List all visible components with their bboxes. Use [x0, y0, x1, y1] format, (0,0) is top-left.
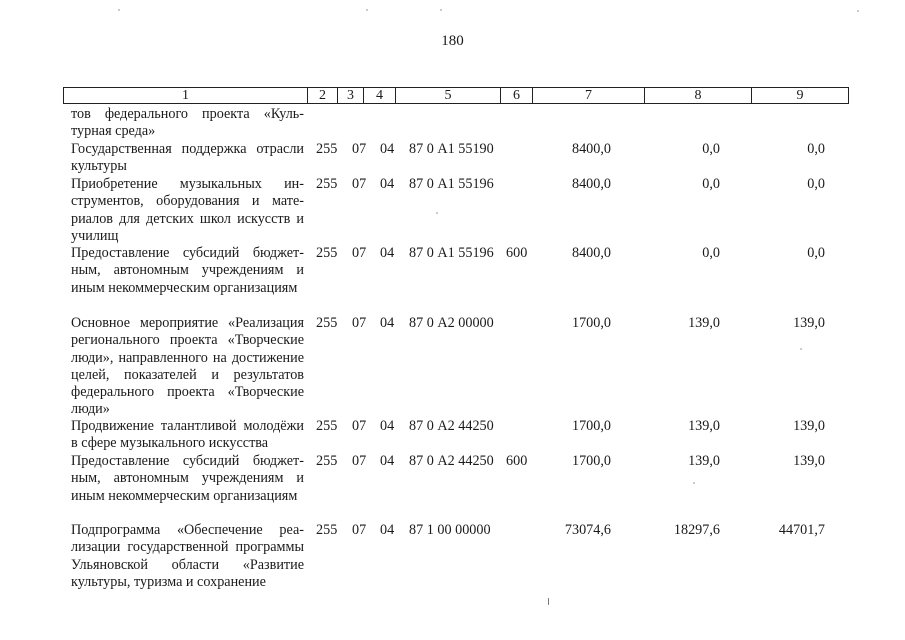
row-amount-col9: 139,0	[793, 453, 825, 469]
header-col-8: 8	[644, 88, 751, 103]
scan-speck	[118, 9, 120, 11]
row-target-code: 87 0 А1 55190	[409, 141, 494, 157]
row-amount-col8: 0,0	[702, 141, 720, 157]
row-amount-col8: 18297,6	[673, 522, 720, 538]
row-amount-col7: 1700,0	[571, 453, 611, 469]
row-amount-col7: 1700,0	[571, 418, 611, 434]
row-amount-col7: 8400,0	[571, 141, 611, 157]
row-name: Продвижение талантливой молодёжи в сфере музыкального искусства	[71, 418, 304, 452]
scan-speck	[857, 10, 859, 12]
row-amount-col9: 139,0	[793, 315, 825, 331]
row-name: Предоставление субсидий бюджетным, автономным учреждениям и иным некоммерческим организациям	[71, 453, 304, 504]
row-name: Подпрограмма «Обеспечение реализации государственной программы Ульяновской области «Развитие культуры, туризма и сохранение	[71, 522, 304, 590]
header-col-6: 6	[500, 88, 532, 103]
row-subsection-code: 04	[380, 522, 395, 538]
row-subsection-code: 04	[380, 141, 395, 157]
row-ministry-code: 255	[316, 245, 338, 261]
scan-mark	[548, 598, 549, 605]
row-amount-col7: 8400,0	[571, 176, 611, 192]
row-target-code: 87 0 А2 44250	[409, 418, 494, 434]
row-target-code: 87 0 А2 44250	[409, 453, 494, 469]
row-ministry-code: 255	[316, 418, 338, 434]
row-amount-col9: 0,0	[807, 176, 825, 192]
row-target-code: 87 0 А1 55196	[409, 245, 494, 261]
row-section-code: 07	[352, 176, 367, 192]
row-subsection-code: 04	[380, 176, 395, 192]
row-section-code: 07	[352, 141, 367, 157]
row-subsection-code: 04	[380, 315, 395, 331]
row-subsection-code: 04	[380, 453, 395, 469]
row-section-code: 07	[352, 245, 367, 261]
row-ministry-code: 255	[316, 315, 338, 331]
row-amount-col9: 0,0	[807, 141, 825, 157]
row-amount-col8: 139,0	[688, 418, 720, 434]
row-ministry-code: 255	[316, 176, 338, 192]
header-col-4: 4	[363, 88, 395, 103]
scan-speck	[440, 9, 442, 11]
header-col-7: 7	[532, 88, 644, 103]
header-col-1: 1	[182, 88, 189, 103]
row-name: Государственная поддержка отрасли культуры	[71, 141, 304, 175]
row-name: Приобретение музыкальных инструментов, оборудования и материалов для детских школ искусств и училищ	[71, 176, 304, 244]
row-section-code: 07	[352, 522, 367, 538]
row-name: Предоставление субсидий бюджетным, автономным учреждениям и иным некоммерческим организациям	[71, 245, 304, 296]
table-header	[63, 87, 849, 104]
row-section-code: 07	[352, 315, 367, 331]
row-amount-col8: 139,0	[688, 315, 720, 331]
scan-speck	[693, 482, 695, 484]
row-amount-col7: 73074,6	[564, 522, 611, 538]
row-expense-type: 600	[506, 245, 528, 261]
row-name: Основное мероприятие «Реализация регионального проекта «Творческие люди», направленного на достижение целей, показателей и результатов федерального проекта «Творческие люди»	[71, 315, 304, 418]
row-amount-col8: 0,0	[702, 176, 720, 192]
row-name: тов федерального проекта «Культурная среда»	[71, 106, 304, 140]
page-number: 180	[441, 33, 464, 49]
scan-speck	[800, 348, 802, 350]
row-ministry-code: 255	[316, 453, 338, 469]
row-amount-col7: 1700,0	[571, 315, 611, 331]
row-target-code: 87 0 А2 00000	[409, 315, 494, 331]
header-col-9: 9	[751, 88, 848, 103]
row-amount-col8: 139,0	[688, 453, 720, 469]
scan-speck	[436, 212, 438, 214]
scan-speck	[366, 9, 368, 11]
row-section-code: 07	[352, 418, 367, 434]
header-col-3: 3	[337, 88, 363, 103]
row-amount-col7: 8400,0	[571, 245, 611, 261]
row-ministry-code: 255	[316, 522, 338, 538]
row-target-code: 87 0 А1 55196	[409, 176, 494, 192]
header-col-2: 2	[307, 88, 337, 103]
row-target-code: 87 1 00 00000	[409, 522, 491, 538]
header-col-5: 5	[395, 88, 500, 103]
row-amount-col9: 44701,7	[778, 522, 825, 538]
row-expense-type: 600	[506, 453, 528, 469]
row-subsection-code: 04	[380, 418, 395, 434]
row-amount-col8: 0,0	[702, 245, 720, 261]
row-amount-col9: 139,0	[793, 418, 825, 434]
row-amount-col9: 0,0	[807, 245, 825, 261]
row-ministry-code: 255	[316, 141, 338, 157]
row-subsection-code: 04	[380, 245, 395, 261]
row-section-code: 07	[352, 453, 367, 469]
